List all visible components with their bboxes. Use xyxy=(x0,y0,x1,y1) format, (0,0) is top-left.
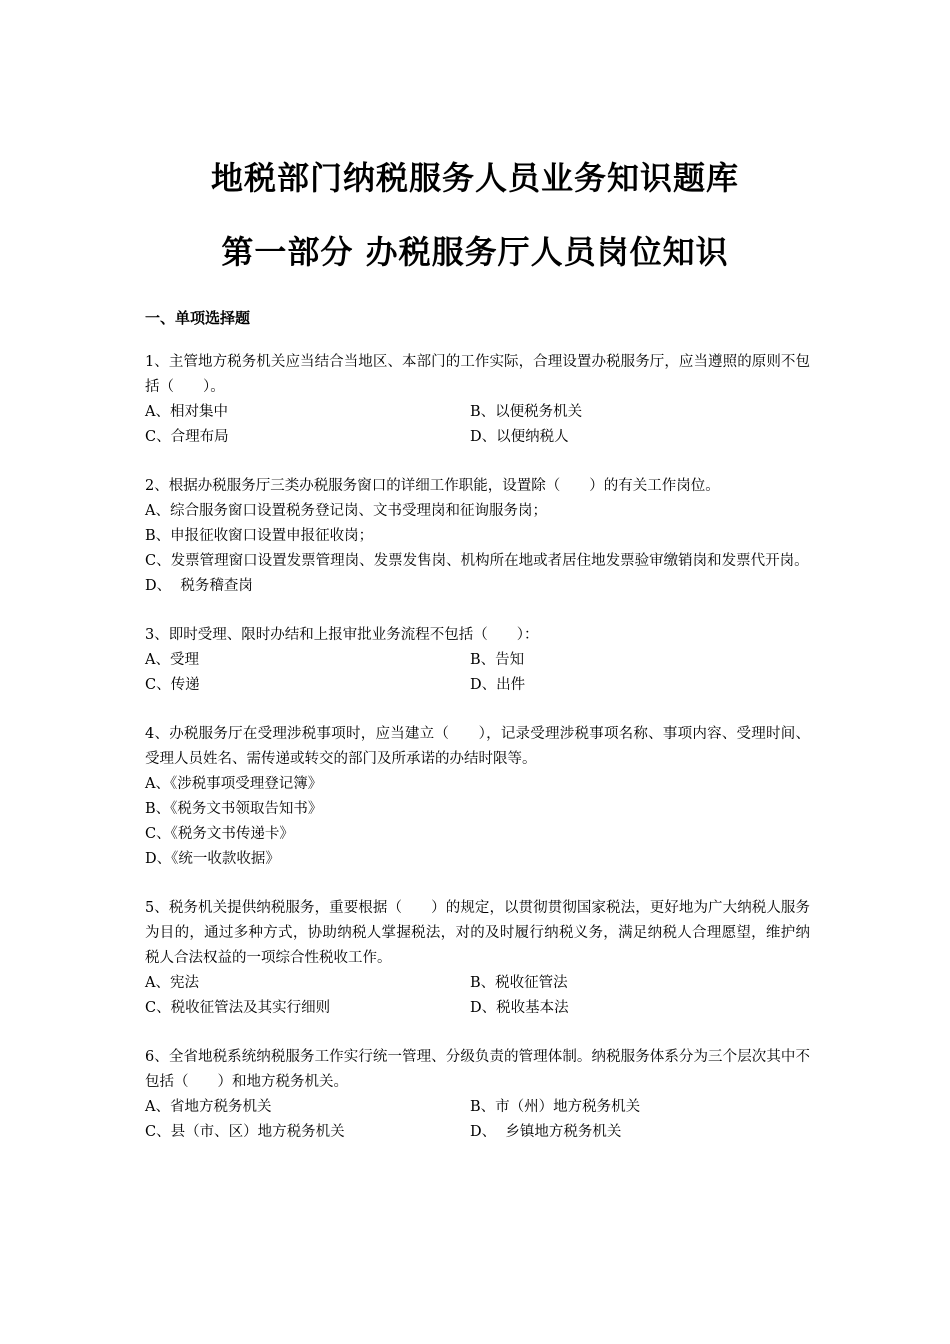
option-b: B、以便税务机关 xyxy=(470,404,583,420)
option-b: B、税收征管法 xyxy=(470,975,568,991)
option-a: A、宪法 xyxy=(145,975,199,991)
question-list xyxy=(145,350,810,1169)
option-a: A、《涉税事项受理登记簿》 xyxy=(145,776,323,792)
question-stem: 6、全省地税系统纳税服务工作实行统一管理、分级负责的管理体制。纳税服务体系分为三个层次其中不包括（ ）和地方税务机关。 xyxy=(145,1049,810,1090)
option-a: A、相对集中 xyxy=(145,404,228,420)
option-d: D、出件 xyxy=(470,677,526,693)
option-c: C、税收征管法及其实行细则 xyxy=(145,1000,331,1016)
question-6 xyxy=(145,1045,810,1145)
option-row xyxy=(145,400,810,425)
option-b: B、申报征收窗口设置申报征收岗； xyxy=(145,528,374,544)
option-b: B、告知 xyxy=(470,652,525,668)
option-b: B、市（州）地方税务机关 xyxy=(470,1099,641,1115)
question-2 xyxy=(145,474,810,599)
option-row xyxy=(145,673,810,698)
question-stem: 4、办税服务厅在受理涉税事项时，应当建立（ ），记录受理涉税事项名称、事项内容、受理时间、受理人员姓名、需传递或转交的部门及所承诺的办结时限等。 xyxy=(145,726,810,767)
document-subtitle: 第一部分 办税服务厅人员岗位知识 xyxy=(221,233,729,271)
option-row xyxy=(145,971,810,996)
question-stem: 1、主管地方税务机关应当结合当地区、本部门的工作实际，合理设置办税服务厅，应当遵照的原则不包括（ ）。 xyxy=(145,354,810,395)
option-d: D、《统一收款收据》 xyxy=(145,851,280,867)
question-1 xyxy=(145,350,810,450)
option-c: C、发票管理窗口设置发票管理岗、发票发售岗、机构所在地或者居住地发票验审缴销岗和发票代开岗。 xyxy=(145,553,809,569)
option-c: C、合理布局 xyxy=(145,429,229,445)
option-d: D、 税务稽查岗 xyxy=(145,578,253,594)
option-d: D、以便纳税人 xyxy=(470,429,569,445)
option-a: A、受理 xyxy=(145,652,199,668)
question-stem: 5、税务机关提供纳税服务，重要根据（ ）的规定，以贯彻贯彻国家税法，更好地为广大纳税人服务为目的，通过多种方式，协助纳税人掌握税法，对的及时履行纳税义务，满足纳税人合理愿望，维护纳税人合法权益的一项综合性税收工作。 xyxy=(145,900,810,966)
document-title: 地税部门纳税服务人员业务知识题库 xyxy=(210,159,739,197)
option-a: A、综合服务窗口设置税务登记岗、文书受理岗和征询服务岗； xyxy=(145,503,547,519)
option-c: C、县（市、区）地方税务机关 xyxy=(145,1124,345,1140)
option-row xyxy=(145,425,810,450)
section-heading: 一、单项选择题 xyxy=(145,309,251,327)
question-stem: 3、即时受理、限时办结和上报审批业务流程不包括（ ）： xyxy=(145,627,539,643)
option-d: D、税收基本法 xyxy=(470,1000,569,1016)
option-row xyxy=(145,1120,810,1145)
option-row xyxy=(145,1095,810,1120)
question-5 xyxy=(145,896,810,1021)
option-b: B、《税务文书领取告知书》 xyxy=(145,801,323,817)
option-c: C、《税务文书传递卡》 xyxy=(145,826,294,842)
question-stem: 2、根据办税服务厅三类办税服务窗口的详细工作职能，设置除（ ）的有关工作岗位。 xyxy=(145,478,720,494)
question-3 xyxy=(145,623,810,698)
question-4 xyxy=(145,722,810,872)
option-row xyxy=(145,648,810,673)
option-a: A、省地方税务机关 xyxy=(145,1099,272,1115)
option-row xyxy=(145,996,810,1021)
option-c: C、传递 xyxy=(145,677,200,693)
option-d: D、 乡镇地方税务机关 xyxy=(470,1124,622,1140)
